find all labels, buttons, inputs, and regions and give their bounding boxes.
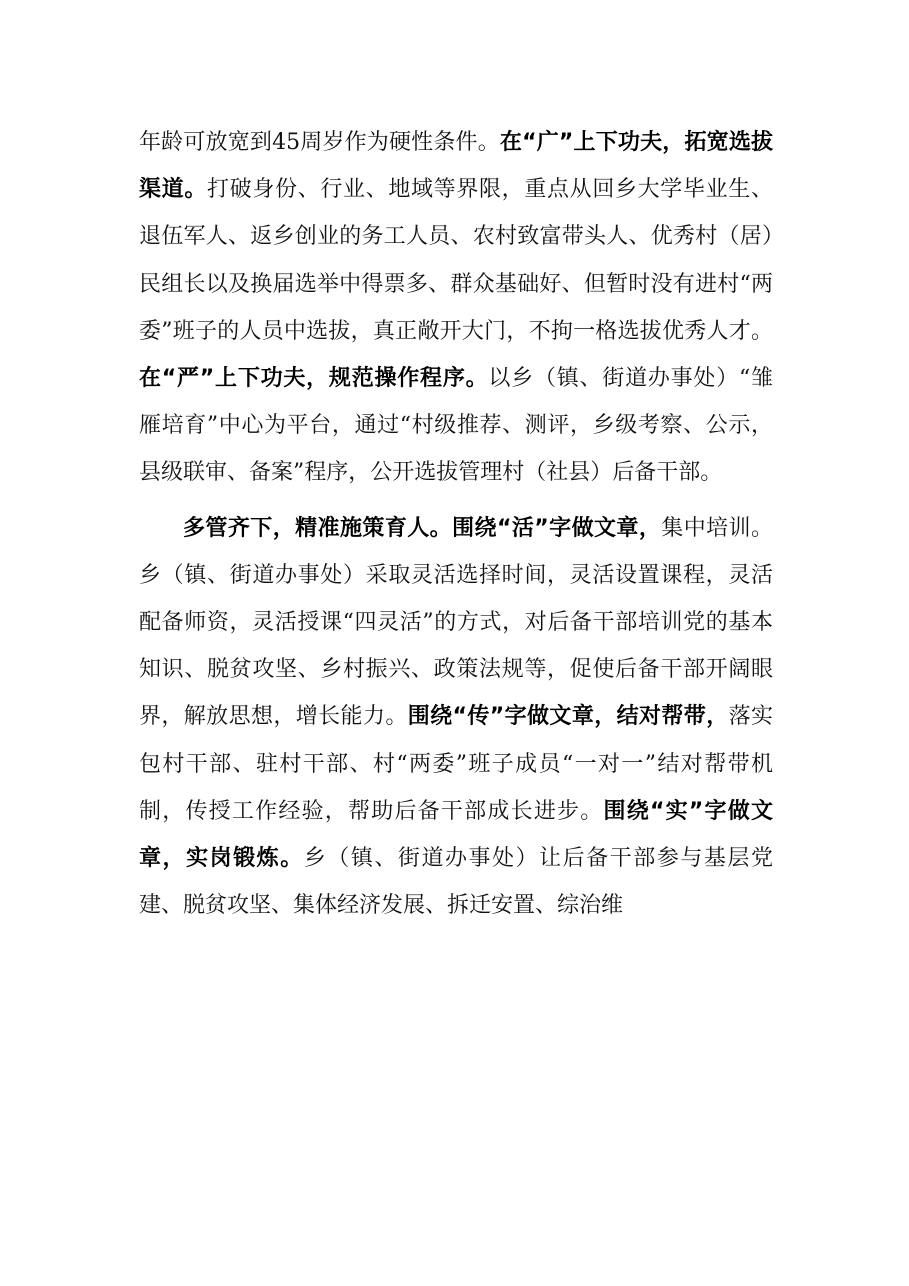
bold-heading-run: 在“严”上下功夫，规范操作程序。	[139, 366, 489, 392]
bold-heading-run: 在“广”上下功夫，拓宽选拔渠道。	[139, 130, 774, 203]
text-run: 打破身份、行业、地域等界限，重点从回乡大学毕业生、退伍军人、返乡创业的务工人员、农村致富带头人、优秀村（居）民组长以及换届选举中得票多、群众基础好、但暂时没有进村“两委”班子的人员中选拔，真正敞开大门，不拘一格选拔优秀人才。	[139, 177, 773, 344]
paragraph-1	[139, 119, 773, 497]
text-run: 集中培训。乡（镇、街道办事处）采取灵活选择时间，灵活设置课程，灵活配备师资，灵活授课“四灵活”的方式，对后备干部培训党的基本知识、脱贫攻坚、乡村振兴、政策法规等，促使后备干部开阔眼界，解放思想，增长能力。	[139, 515, 773, 730]
document-body	[139, 119, 773, 929]
text-run: 以乡（镇、街道办事处）“雏雁培育”中心为平台，通过“村级推荐、测评，乡级考察、公示，县级联审、备案”程序，公开选拔管理村（社县）后备干部。	[139, 366, 774, 486]
text-run: 乡（镇、街道办事处）让后备干部参与基层党建、脱贫攻坚、集体经济发展、拆迁安置、综治维	[139, 846, 773, 919]
text-run: 年龄可放宽到45周岁作为硬性条件。	[139, 130, 500, 155]
bold-heading-run: 多管齐下，精准施策育人。围绕“活”字做文章，	[183, 515, 662, 541]
bold-heading-run: 围绕“传”字做文章，结对帮带，	[407, 704, 729, 730]
paragraph-2	[139, 505, 773, 930]
text-run: 落实包村干部、驻村干部、村“两委”班子成员“一对一”结对帮带机制，传授工作经验，帮助后备干部成长进步。	[139, 704, 773, 824]
bold-heading-run: 围绕“实”字做文章，实岗锻炼。	[139, 798, 773, 872]
